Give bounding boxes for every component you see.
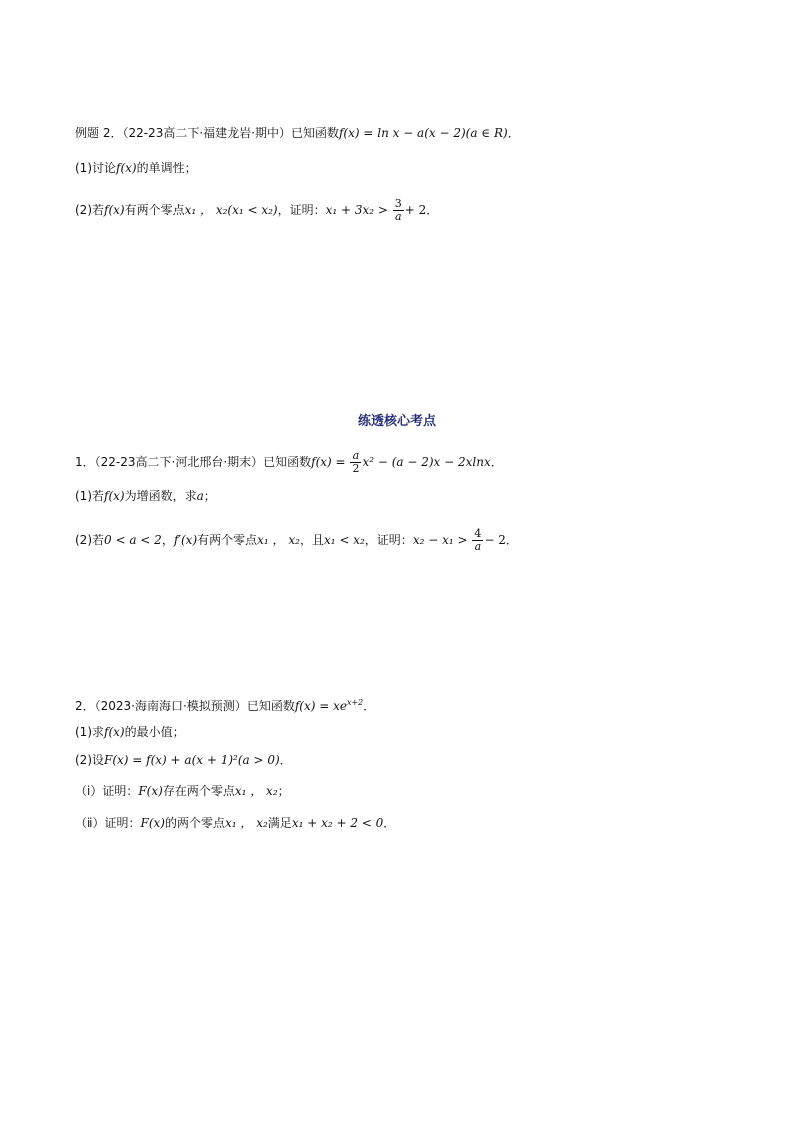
q1-end: ．	[490, 455, 503, 469]
part-text: 满足	[267, 816, 292, 830]
math-expression: F(x)	[138, 784, 163, 798]
q2-part2-ii	[75, 815, 395, 831]
part-text: ；	[203, 489, 216, 503]
q2-source: （2023·海南海口·模拟预测）	[94, 699, 247, 713]
part-label: (1)	[75, 161, 92, 175]
example2-label: 例题 2．	[75, 126, 123, 140]
math-expression: f(x)	[104, 203, 125, 217]
math-expression: f(x)	[116, 161, 137, 175]
part-text: ；	[277, 784, 290, 798]
math-expression: x₁ + x₂ + 2 < 0	[291, 816, 384, 830]
part-text: 证明：	[104, 816, 141, 830]
example2-source: （22-23高二下·福建龙岩·期中）	[122, 126, 291, 140]
fraction	[350, 450, 361, 475]
part-text: 若	[92, 489, 105, 503]
example2-stem-prefix: 已知函数	[290, 126, 339, 140]
example2-end: ．	[507, 126, 520, 140]
math-expression: x₁ ， x₂	[234, 784, 278, 798]
math-exponent: x+2	[346, 698, 364, 707]
part-text: 证明：	[102, 784, 139, 798]
math-expression: − 2．	[484, 533, 518, 547]
part-text: 的两个零点	[164, 816, 225, 830]
math-expression: f(x) =	[311, 455, 346, 469]
subpart-label: （ⅰ）	[75, 784, 103, 798]
fraction-numerator: 3	[394, 197, 402, 210]
math-expression: + 2．	[404, 203, 439, 217]
q1-stem	[75, 450, 503, 475]
math-expression: x² − (a − 2)x − 2xlnx	[362, 455, 491, 469]
part-text: 有两个零点	[124, 203, 185, 217]
q1-part2	[75, 528, 518, 553]
part-text: ．	[279, 753, 292, 767]
fraction-denominator: a	[474, 540, 482, 553]
math-expression: f(x)	[104, 489, 125, 503]
q1-stem-prefix: 已知函数	[263, 455, 312, 469]
q1-source: （22-23高二下·河北邢台·期末）	[94, 455, 264, 469]
example2-function: f(x) = ln x − a(x − 2)(a ∈ R)	[338, 126, 508, 140]
math-expression: F(x) = f(x) + a(x + 1)²(a > 0)	[104, 753, 280, 767]
q2-part1	[75, 724, 185, 740]
example2-part2	[75, 198, 438, 223]
part-text: 讨论	[92, 161, 117, 175]
part-text: ，证明：	[277, 203, 326, 217]
q2-stem-prefix: 已知函数	[246, 699, 295, 713]
fraction	[393, 198, 404, 223]
q2-end: ．	[363, 699, 376, 713]
q1-part1	[75, 488, 216, 504]
q1-label: 1．	[75, 455, 95, 469]
math-expression: f(x)	[104, 725, 125, 739]
part-label: (1)	[75, 725, 92, 739]
part-text: ，证明：	[364, 533, 413, 547]
example2-stem	[75, 125, 520, 141]
part-text: 设	[92, 753, 105, 767]
math-expression: 0 < a < 2	[104, 533, 162, 547]
math-expression: F(x)	[140, 816, 165, 830]
math-expression: x₁ < x₂	[323, 533, 365, 547]
fraction-numerator: a	[350, 450, 361, 463]
q2-part2	[75, 752, 292, 768]
part-text: 为增函数，求	[124, 489, 197, 503]
part-text: ．	[383, 816, 396, 830]
q2-part2-i	[75, 783, 290, 799]
math-expression: x₁ ， x₂(x₁ < x₂)	[184, 203, 278, 217]
part-text: ，且	[299, 533, 324, 547]
section-title: 练透核心考点	[357, 414, 436, 429]
q2-stem	[75, 695, 375, 714]
q2-label: 2．	[75, 699, 95, 713]
example2-part1	[75, 160, 197, 176]
part-label: (2)	[75, 203, 92, 217]
math-expression: x₁ ， x₂	[225, 816, 268, 830]
fraction	[472, 528, 483, 553]
part-text: ，	[161, 533, 174, 547]
part-label: (2)	[75, 533, 92, 547]
part-text: 若	[92, 203, 105, 217]
math-expression: x₁ ， x₂	[257, 533, 300, 547]
fraction-numerator: 4	[474, 527, 482, 540]
fraction-denominator: 2	[352, 462, 360, 475]
part-text: 若	[92, 533, 105, 547]
part-label: (2)	[75, 753, 92, 767]
part-text: 存在两个零点	[162, 784, 235, 798]
math-expression: x₂ − x₁ >	[412, 533, 468, 547]
part-text: 的单调性；	[136, 161, 197, 175]
math-expression: f′(x)	[173, 533, 198, 547]
fraction-denominator: a	[395, 210, 402, 223]
part-text: 求	[92, 725, 105, 739]
math-expression: a	[196, 489, 204, 503]
part-text: 有两个零点	[197, 533, 258, 547]
part-label: (1)	[75, 489, 92, 503]
math-expression: f(x) = xe	[294, 699, 347, 713]
part-text: 的最小值；	[124, 725, 185, 739]
math-expression: x₁ + 3x₂ >	[325, 203, 388, 217]
subpart-label: （ⅱ）	[75, 816, 105, 830]
